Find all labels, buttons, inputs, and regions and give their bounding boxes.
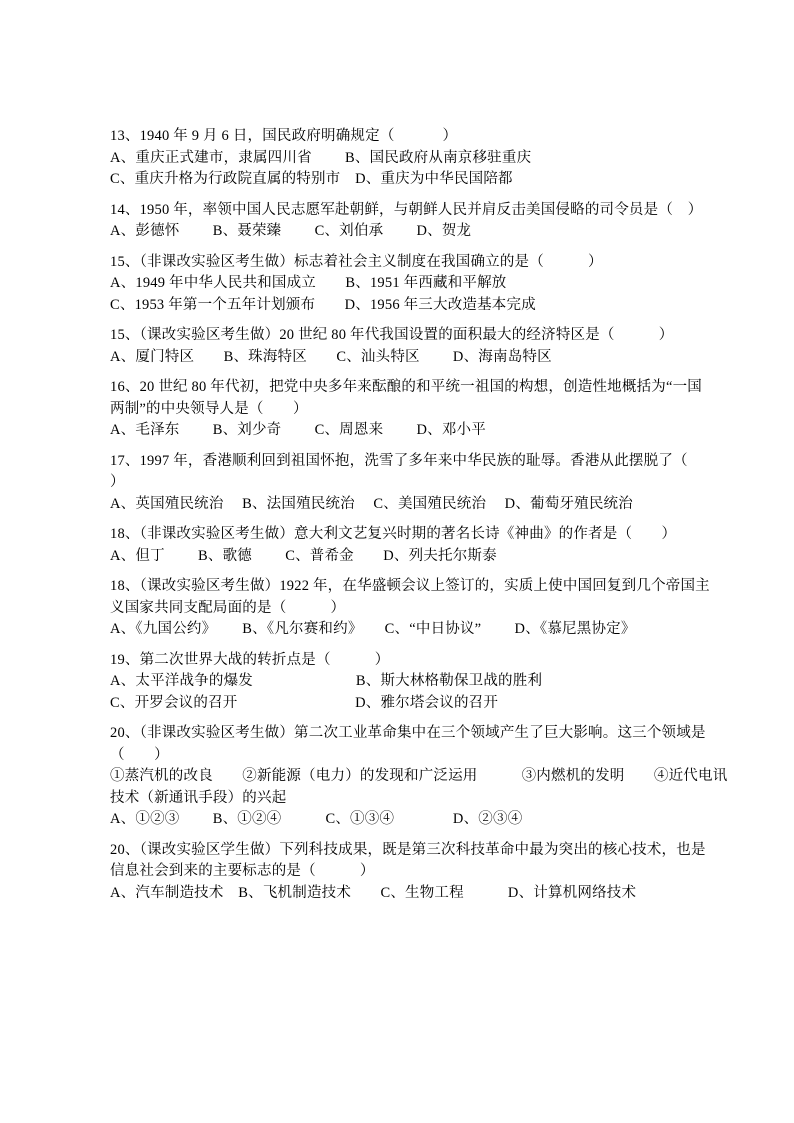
question-14 (110, 200, 730, 243)
question-15-reform (110, 325, 730, 368)
question-stem: 17、1997 年，香港顺利回到祖国怀抱，洗雪了多年来中华民族的耻辱。香港从此摆脱了（ (110, 452, 688, 469)
question-stem: 19、第二次世界大战的转折点是（ ） (110, 651, 390, 668)
options-line: C、1953 年第一个五年计划颁布 D、1956 年三大改造基本完成 (110, 296, 536, 313)
question-20-non-reform (110, 723, 730, 831)
question-17 (110, 451, 730, 516)
question-18-non-reform (110, 524, 730, 567)
options-line: A、汽车制造技术 B、飞机制造技术 C、生物工程 D、计算机网络技术 (110, 884, 637, 901)
options-line: A、毛泽东 B、刘少奇 C、周恩来 D、邓小平 (110, 422, 486, 438)
exam-question-list (110, 126, 730, 913)
options-line: C、重庆升格为行政院直属的特别市 D、重庆为中华民国陪都 (110, 171, 513, 187)
question-stem: 18、（非课改实验区考生做）意大利文艺复兴时期的著名长诗《神曲》的作者是（ ） (110, 526, 677, 542)
question-20-reform (110, 840, 730, 905)
options-line: A、厦门特区 B、珠海特区 C、汕头特区 D、海南岛特区 (110, 348, 552, 365)
question-stem-continued: 两制”的中央领导人是（ ） (110, 400, 308, 417)
question-stem: 20、（课改实验区学生做）下列科技成果，既是第三次科技革命中最为突出的核心技术，也是 (110, 841, 706, 858)
question-stem: 20、（非课改实验区考生做）第二次工业革命集中在三个领域产生了巨大影响。这三个领域是 (110, 725, 706, 741)
options-line: A、重庆正式建市，隶属四川省 B、国民政府从南京移驻重庆 (110, 149, 532, 166)
question-stem-continued: 信息社会到来的主要标志的是（ ） (110, 863, 375, 879)
numbered-items-line: ①蒸汽机的改良 ②新能源（电力）的发现和广泛运用 ③内燃机的发明 ④近代电讯 (110, 768, 728, 784)
options-line: A、太平洋战争的爆发 B、斯大林格勒保卫战的胜利 (110, 673, 543, 689)
question-stem: 14、1950 年，率领中国人民志愿军赴朝鲜，与朝鲜人民并肩反击美国侵略的司令员是（ ） (110, 201, 703, 218)
options-line: A、1949 年中华人民共和国成立 B、1951 年西藏和平解放 (110, 275, 507, 291)
options-line: A、①②③ B、①②④ C、①③④ D、②③④ (110, 811, 523, 827)
question-16 (110, 377, 730, 442)
options-line: A、《九国公约》 B、《凡尔赛和约》 C、“中日协议” D、《慕尼黑协定》 (110, 621, 636, 637)
question-13 (110, 126, 730, 191)
question-stem-continued: ） (110, 474, 125, 490)
question-stem: 18、（课改实验区考生做）1922 年，在华盛顿会议上签订的，实质上使中国回复到几个帝国主 (110, 578, 710, 594)
options-line: A、彭德怀 B、聂荣臻 C、刘伯承 D、贺龙 (110, 223, 472, 239)
question-stem: 13、1940 年 9 月 6 日，国民政府明确规定（ ） (110, 128, 458, 144)
question-stem: 15、（课改实验区考生做）20 世纪 80 年代我国设置的面积最大的经济特区是（ ） (110, 327, 674, 343)
question-15-non-reform (110, 252, 730, 317)
numbered-items-line-continued: 技术（新通讯手段）的兴起 (110, 789, 287, 806)
question-stem: 15、（非课改实验区考生做）标志着社会主义制度在我国确立的是（ ） (110, 253, 603, 270)
options-line: C、开罗会议的召开 D、雅尔塔会议的召开 (110, 694, 499, 711)
question-18-reform (110, 576, 730, 641)
question-19 (110, 650, 730, 715)
question-stem-continued: 义国家共同支配局面的是（ ） (110, 599, 346, 616)
question-stem-continued: （ ） (110, 746, 169, 763)
options-line: A、英国殖民统治 B、法国殖民统治 C、美国殖民统治 D、葡萄牙殖民统治 (110, 495, 633, 512)
options-line: A、但丁 B、歌德 C、普希金 D、列夫托尔斯泰 (110, 547, 497, 564)
question-stem: 16、20 世纪 80 年代初，把党中央多年来酝酿的和平统一祖国的构想，创造性地概括为“一国 (110, 379, 703, 395)
